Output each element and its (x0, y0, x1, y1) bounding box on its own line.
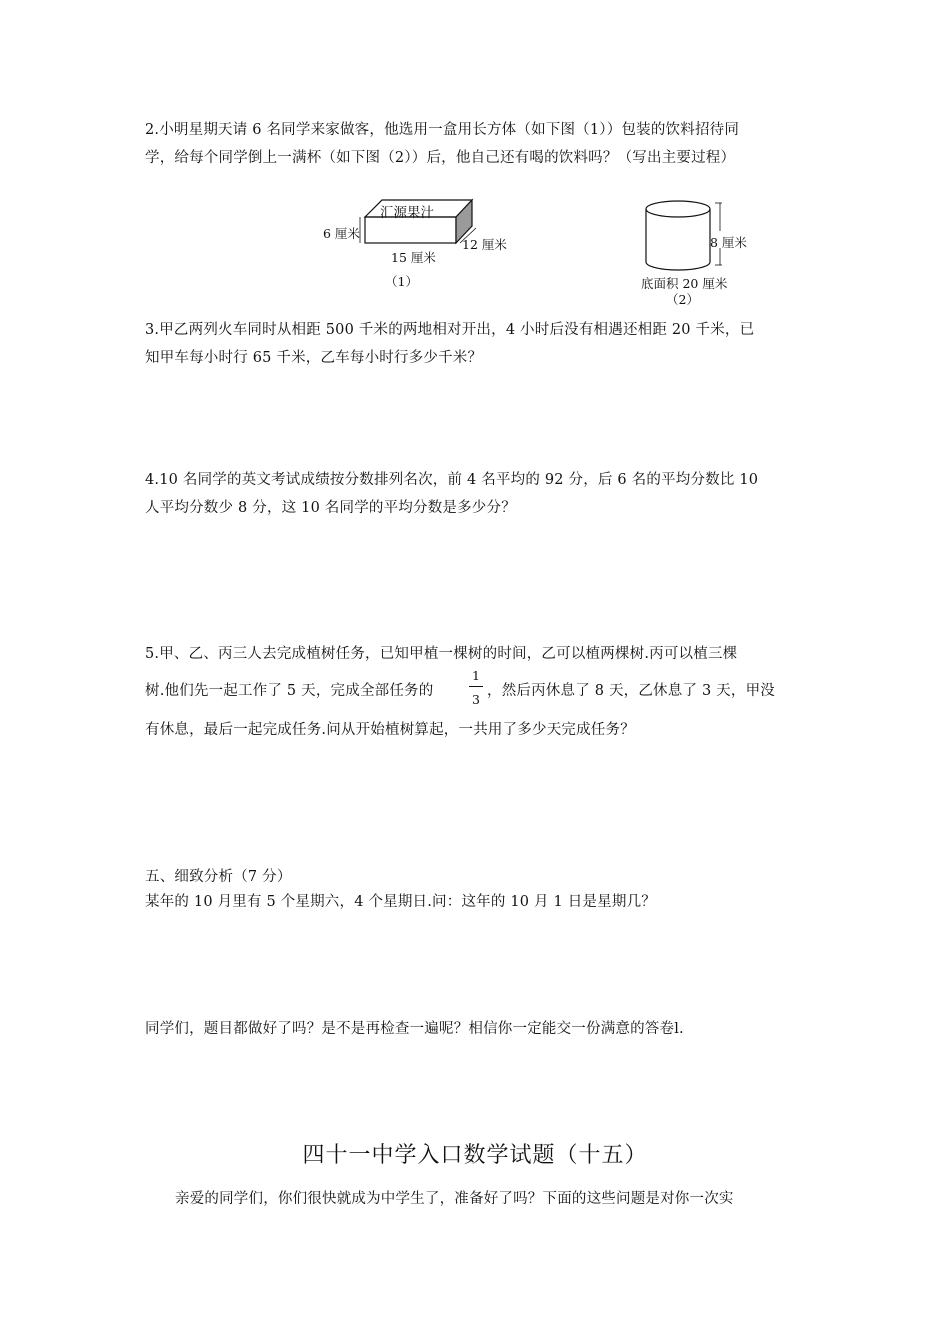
cylinder-height-label: 8 厘米 (710, 235, 747, 250)
q4-line-2: 人平均分数少 8 分，这 10 名同学的平均分数是多少分？ (145, 500, 516, 516)
page-title: 四十一中学入口数学试题（十五） (302, 1143, 648, 1168)
box-length-label: 15 厘米 (391, 250, 436, 265)
figure-2-caption: （2） (666, 292, 699, 307)
intro-text: 亲爱的同学们，你们很快就成为中学生了，准备好了吗？下面的这些问题是对你一次实 (175, 1191, 734, 1207)
fraction-denominator: 3 (472, 692, 480, 707)
cylinder-top-ellipse (646, 201, 710, 217)
figure-1-caption: （1） (385, 274, 418, 289)
box-depth-label: 12 厘米 (462, 237, 507, 252)
q2-line-1: 2.小明星期天请 6 名同学来家做客，他选用一盒用长方体（如下图（1））包装的饮料招待同 (145, 122, 740, 138)
q5-line-2-end: ，然后丙休息了 8 天，乙休息了 3 天，甲没 (487, 683, 775, 699)
q3-line-1: 3.甲乙两列火车同时从相距 500 千米的两地相对开出，4 小时后没有相遇还相距 20 千米，已 (145, 322, 755, 338)
figures (0, 0, 950, 320)
q5-line-3: 有休息，最后一起完成任务.问从开始植树算起，一共用了多少天完成任务？ (145, 722, 635, 738)
q3-line-2: 知甲车每小时行 65 千米，乙车每小时行多少千米？ (145, 350, 483, 366)
cylinder-bottom-arc (646, 262, 710, 270)
fraction-bar (469, 686, 483, 687)
box-height-label: 6 厘米 (323, 226, 360, 241)
closing-text: 同学们，题目都做好了吗？是不是再检查一遍呢？相信你一定能交一份满意的答卷l. (145, 1021, 684, 1037)
q4-line-1: 4.10 名同学的英文考试成绩按分数排列名次，前 4 名平均的 92 分，后 6 名的平均分数比 10 (145, 472, 759, 488)
q2-line-2: 学，给每个同学倒上一满杯（如下图（2））后，他自己还有喝的饮料吗？（写出主要过程） (145, 150, 736, 166)
cylinder-base-label: 底面积 20 厘米 (641, 276, 728, 291)
fraction-numerator: 1 (472, 668, 480, 683)
section-5-heading: 五、细致分析（7 分） (145, 869, 292, 885)
box-brand-label: 汇源果汁 (380, 205, 434, 221)
q5-line-2-start: 树.他们先一起工作了 5 天，完成全部任务的 (145, 683, 434, 699)
section-5-question: 某年的 10 月里有 5 个星期六，4 个星期日.问：这年的 10 月 1 日是星期几？ (145, 894, 656, 910)
q5-line-1: 5.甲、乙、丙三人去完成植树任务，已知甲植一棵树的时间，乙可以植两棵树.丙可以植三棵 (145, 646, 738, 662)
